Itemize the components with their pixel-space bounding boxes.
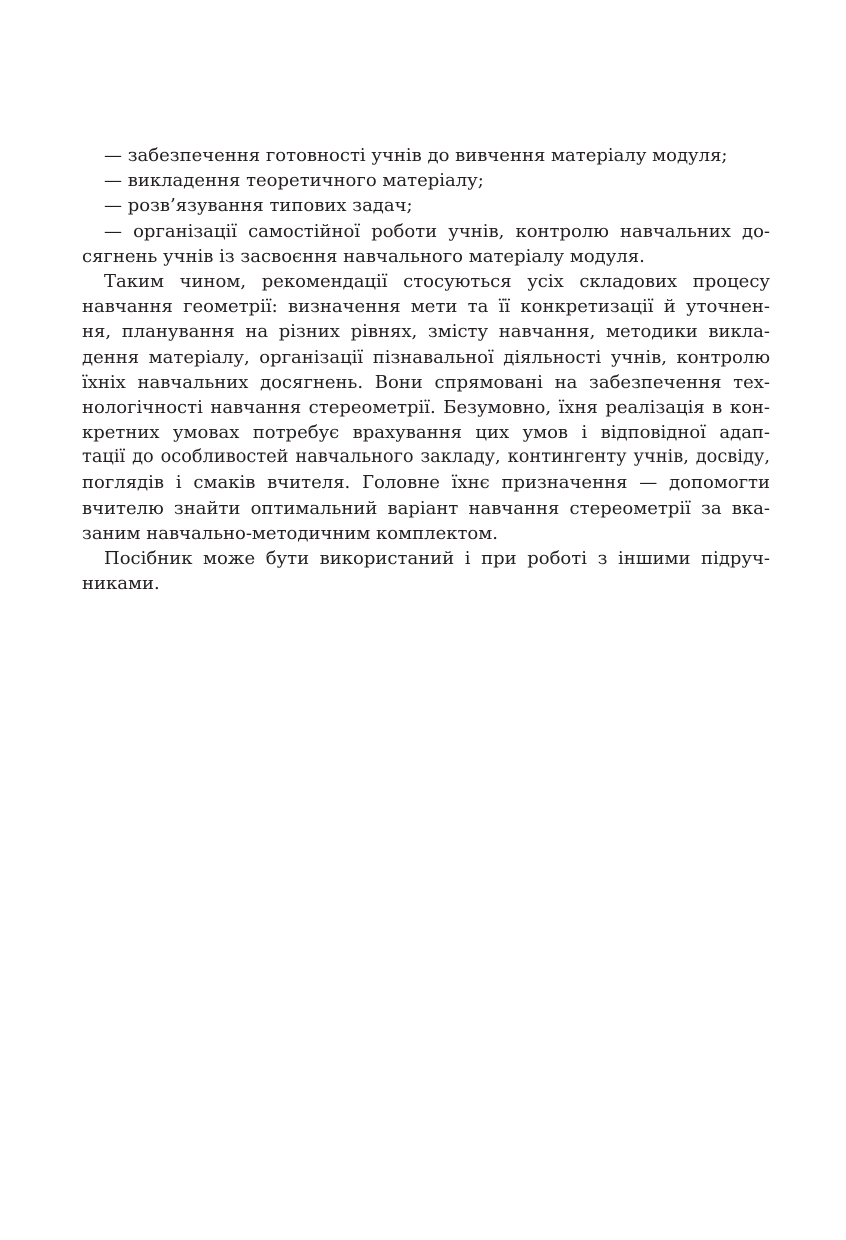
paragraph-1-line-4: дення матеріалу, організації пізнавальної діяльності учнів, контролю (82, 346, 770, 368)
body-text (82, 143, 770, 596)
list-item-3: — розв’язування типових задач; (104, 195, 413, 217)
paragraph-1-line-9: поглядів і смаків вчителя. Головне їхнє призначення — допомогти (82, 472, 770, 494)
list-item-4-line-1: — організації самостійної роботи учнів, контролю навчальних до- (104, 220, 770, 242)
paragraph-1-line-10: вчителю знайти оптимальний варіант навчання стереометрії за вка- (82, 497, 770, 519)
paragraph-1-line-5: їхніх навчальних досягнень. Вони спрямовані на забезпечення тех- (82, 371, 770, 393)
paragraph-2-line-1: Посібник може бути використаний і при роботі з іншими підруч- (104, 548, 770, 569)
paragraph-1-line-2: навчання геометрії: визначення мети та її конкретизації й уточнен- (82, 296, 770, 318)
paragraph-1-line-1: Таким чином, рекомендації стосуються усіх складових процесу (104, 270, 770, 292)
list-item-4-line-2: сягнень учнів із засвоєння навчального матеріалу модуля. (82, 245, 645, 267)
paragraph-1-line-8: тації до особливостей навчального закладу, контингенту учнів, досвіду, (82, 447, 770, 468)
paragraph-1-line-6: нологічності навчання стереометрії. Безумовно, їхня реалізація в кон- (82, 396, 770, 418)
list-item-2: — викладення теоретичного матеріалу; (104, 170, 484, 192)
paragraph-1-line-3: ня, планування на різних рівнях, змісту навчання, методики виклa- (82, 321, 770, 343)
paragraph-1-line-11: заним навчально-методичним комплектом. (82, 522, 498, 544)
paragraph-2-line-2: никами. (82, 573, 160, 595)
paragraph-1-line-7: кретних умовах потребує врахування цих умов і відповідної адап- (82, 422, 770, 444)
list-item-1: — забезпечення готовності учнів до вивчення матеріалу модуля; (104, 145, 728, 166)
